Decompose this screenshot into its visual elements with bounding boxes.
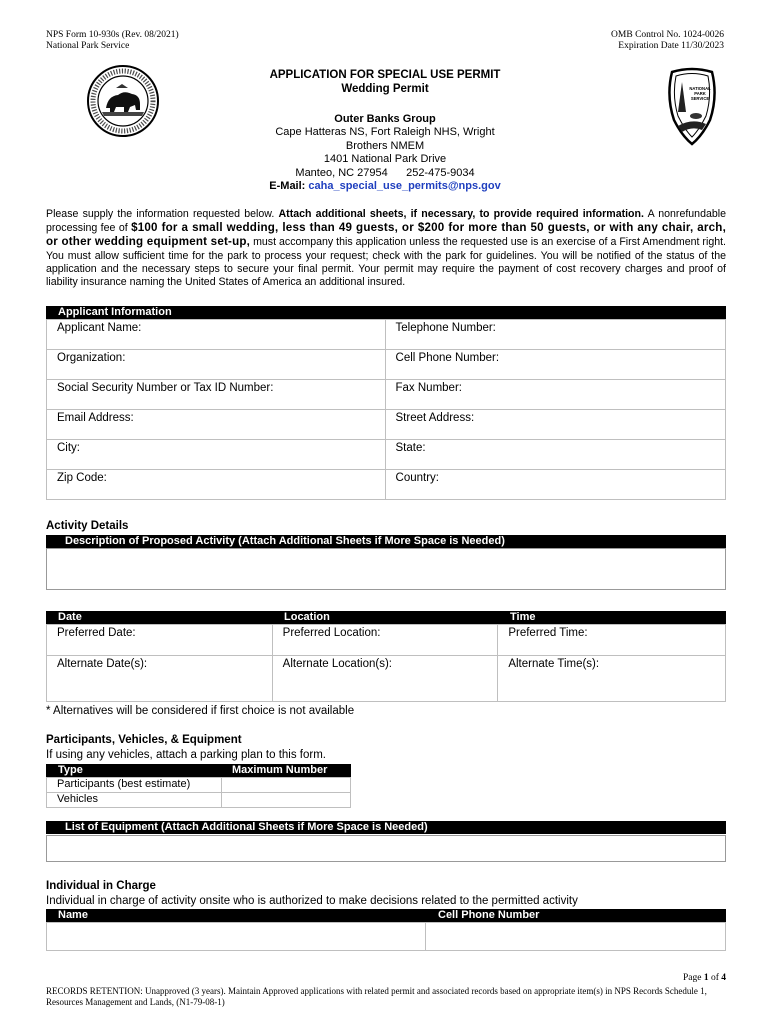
applicant-field[interactable]: Telephone Number: [385,320,725,350]
form-header-left [46,30,179,52]
form-title: APPLICATION FOR SPECIAL USE PERMIT [269,69,501,81]
alternate-location-field[interactable]: Alternate Location(s): [272,656,498,702]
alternate-time-field[interactable]: Alternate Time(s): [498,656,726,702]
description-header: Description of Proposed Activity (Attach Additional Sheets if More Space is Needed) [46,535,726,548]
office-city-phone: Manteo, NC 27954 252-475-9034 [295,166,475,179]
preferred-date-field[interactable]: Preferred Date: [47,625,273,656]
intro-text-3: must accompany this application unless the requested use is an exercise of a First Amendment right. You must allow sufficient time for the park to process your request; check with the park for guidelines. You will be notified of the status of the application and the necessary steps to secure your final permit. Your permit may require the payment of cost recovery charges and proof of liability insurance naming the United States of America an additional insured. [46,236,726,289]
vehicles-max-field[interactable] [221,793,350,808]
page-total: 4 [721,973,726,983]
office-line2: Brothers NMEM [345,139,425,152]
applicant-row [47,320,726,350]
records-retention-note: RECORDS RETENTION: Unapproved (3 years). Maintain Approved applications with related permit and associated records based on appropriate item(s) in NPS Records Schedule 1, Resources Management and Lands, (N1-79-08-1) [46,986,707,1007]
max-number-column-header: Maximum Number [232,764,328,776]
intro-text-2: A nonrefundable processing fee of [46,208,726,235]
form-header-right [611,30,724,52]
svg-text:PARK: PARK [694,91,706,96]
office-name: Outer Banks Group [334,113,436,125]
applicant-row [47,470,726,500]
fee-note: $100 for a small wedding, less than 49 guests, or $200 for more than 50 guests, or with any chair, arch, or other wedding equipment set-up, [46,221,726,249]
email-label: E-Mail: [269,180,306,193]
svg-text:NATIONAL: NATIONAL [689,86,711,91]
participants-type-label: Participants (best estimate) [47,778,222,793]
cell-phone-column-header: Cell Phone Number [438,909,540,921]
page-of: of [708,973,722,983]
applicant-row [47,350,726,380]
applicant-field[interactable]: Street Address: [385,410,725,440]
office-email-link[interactable]: caha_special_use_permits@nps.gov [308,180,501,193]
applicant-field[interactable]: Social Security Number or Tax ID Number: [47,380,386,410]
form-subtitle: Wedding Permit [341,83,429,95]
location-column-header: Location [284,611,330,623]
nps-arrowhead-logo [664,66,720,146]
preferred-location-field[interactable]: Preferred Location: [272,625,498,656]
vehicle-parking-note: If using any vehicles, attach a parking plan to this form. [46,749,326,761]
description-field[interactable] [46,548,726,590]
office-line1: Cape Hatteras NS, Fort Raleigh NHS, Wright [275,126,495,139]
equipment-list-field[interactable] [46,835,726,862]
individual-table-header [46,909,726,922]
expiration-date: Expiration Date 11/30/2023 [618,41,724,51]
vehicles-type-label: Vehicles [47,793,222,808]
applicant-info-header: Applicant Information [46,306,726,319]
applicant-row [47,410,726,440]
applicant-info-table [46,319,726,500]
applicant-row [47,380,726,410]
applicant-field[interactable]: Email Address: [47,410,386,440]
office-street: 1401 National Park Drive [323,153,447,166]
name-column-header: Name [58,909,88,921]
doi-seal-logo [86,64,160,138]
equipment-header: List of Equipment (Attach Additional Sheets if More Space is Needed) [46,821,726,834]
form-number: NPS Form 10-930s (Rev. 08/2021) [46,30,179,40]
participants-table-header [46,764,351,777]
preferred-time-field[interactable]: Preferred Time: [498,625,726,656]
applicant-field[interactable]: Zip Code: [47,470,386,500]
individual-name-field[interactable] [47,923,426,951]
intro-attach-note: Attach additional sheets, if necessary, to provide required information. [278,208,644,220]
form-title-block [200,68,570,96]
date-location-time-header [46,611,726,624]
alternatives-note: * Alternatives will be considered if first choice is not available [46,705,355,717]
type-column-header: Type [58,764,83,776]
individual-table [46,922,726,951]
participants-table [46,777,351,808]
omb-control: OMB Control No. 1024-0026 [611,30,724,40]
intro-text-1: Please supply the information requested below. [46,208,279,220]
svg-text:SERVICE: SERVICE [690,96,710,101]
activity-details-heading: Activity Details [46,520,129,532]
participants-max-field[interactable] [221,778,350,793]
date-location-time-table [46,624,726,702]
individual-in-charge-note: Individual in charge of activity onsite who is authorized to make decisions related to the permitted activity [46,895,578,907]
agency-name: National Park Service [46,41,130,51]
date-column-header: Date [58,611,82,623]
applicant-field[interactable]: Organization: [47,350,386,380]
office-address [200,113,570,193]
alternate-date-field[interactable]: Alternate Date(s): [47,656,273,702]
applicant-field[interactable]: Cell Phone Number: [385,350,725,380]
individual-phone-field[interactable] [426,923,726,951]
applicant-field[interactable]: Country: [385,470,725,500]
time-column-header: Time [510,611,536,623]
office-email-line [200,180,570,193]
applicant-field[interactable]: Applicant Name: [47,320,386,350]
instructions-paragraph [46,208,726,289]
page-label: Page [682,973,704,983]
applicant-field[interactable]: Fax Number: [385,380,725,410]
individual-in-charge-heading: Individual in Charge [46,880,156,892]
applicant-field[interactable]: State: [385,440,725,470]
participants-heading: Participants, Vehicles, & Equipment [46,734,242,746]
applicant-field[interactable]: City: [47,440,386,470]
applicant-row [47,440,726,470]
page-number [683,973,726,983]
page-current: 1 [703,973,709,983]
